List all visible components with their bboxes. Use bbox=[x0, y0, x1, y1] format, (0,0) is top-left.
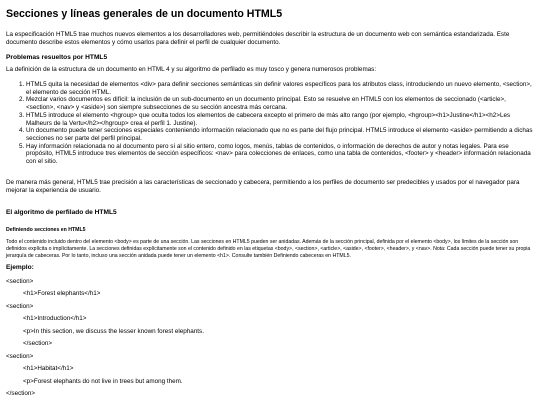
code-line: <section> bbox=[6, 352, 34, 360]
code-line: </section> bbox=[23, 340, 53, 348]
code-line: <h1>Forest elephants</h1> bbox=[23, 290, 101, 298]
problems-heading: Problemas resueltos por HTML5 bbox=[6, 54, 108, 61]
intro-paragraph: La especificación HTML5 trae muchos nuevos elementos a los desarrolladores web, permitiéndoles describir la estructura de un documento web con semántica estandarizada. Este documento describe estos elementos y cómo usarlos para definir el perfil de cualquier documento. bbox=[6, 31, 510, 46]
list-item: 5. Hay información relacionada no al documento pero sí al sitio entero, como logos, menús, tablas de contenidos, o información de derechos de autor y notas legales. Para ese propósito, HTML5 introduce tres elementos de sección específicos: <nav> para colecciones de enlaces, como una tabla de contenidos, <footer> y <header> información relacionada con el sitio. bbox=[26, 143, 534, 166]
code-line: <section> bbox=[6, 277, 34, 285]
problems-list bbox=[6, 81, 534, 166]
defining-sections-heading: Definiendo secciones en HTML5 bbox=[6, 226, 86, 233]
problems-intro-paragraph: La definición de la estructura de un documento en HTML 4 y su algoritmo de perfilado es muy tosco y genera numerosos problemas: bbox=[6, 66, 377, 73]
list-item: 4. Un documento puede tener secciones especiales conteniendo información relacionado que no es parte del flujo principal. HTML5 introduce el elemento <aside> permitiendo a dichas secciones no ser parte del perfil principal. bbox=[26, 127, 534, 142]
list-item: 2. Mezclar varios documentos es difícil: la inclusión de un sub-documento en un documento principal. Esto se resuelve en HTML5 con los elementos de seccionado (<article>, <section>, <nav> y <aside>) son siempre subsecciones de su sección ancestra más cercana. bbox=[26, 96, 534, 111]
code-line: <section> bbox=[6, 302, 34, 310]
example-heading: Ejemplo: bbox=[6, 263, 34, 271]
list-item: 1. HTML5 quita la necesidad de elementos <div> para definir secciones semánticas sin definir valores específicos para los atributos class, introduciendo un nuevo elemento, <section>, el elemento de sección HTML. bbox=[26, 81, 534, 96]
list-item: 3. HTML5 introduce el elemento <hgroup> que oculta todos los elementos de cabecera excepto el primero de más alto rango (por ejemplo, <hgroup><h1>Justine</h1><h2>Les Malheurs de la Vertu</h2></hgroup> crea el perfil 1. Justine). bbox=[26, 112, 534, 127]
page-title: Secciones y líneas generales de un documento HTML5 bbox=[6, 8, 283, 20]
summary-paragraph: De manera más general, HTML5 trae precisión a las características de seccionado y cabecera, permitiendo a los perfiles de documento ser predecibles y usados por el navegador para mejorar la experiencia de usuario. bbox=[6, 178, 520, 194]
code-line: <p>Forest elephants do not live in trees but among them. bbox=[23, 377, 183, 385]
code-example bbox=[6, 278, 534, 403]
defining-sections-paragraph: Todo el contenido incluido dentro del elemento <body> es parte de una sección. Las secciones en HTML5 pueden ser anidadas. Además de la sección principal, definida por el elemento <body>, los límites de la sección son definidos explícita o implícitamente. La secciones definidas explícitamente son el contenido definido en las etiquetas <body>, <section>, <article>, <aside>, <footer>, <header>, y <nav>. Nota: Cada sección puede tener su propia jerarquía de cabeceras. Por lo tanto, incluso una sección anidada puede tener un elemento <h1>. Consulte también Definiendo cabeceras en HTML5. bbox=[6, 238, 531, 259]
algorithm-heading: El algoritmo de perfilado de HTML5 bbox=[6, 208, 117, 216]
code-line: </section> bbox=[6, 390, 36, 398]
code-line: <h1>Habitat</h1> bbox=[23, 365, 74, 373]
code-line: <h1>Introduction</h1> bbox=[23, 315, 87, 323]
code-line: <p>In this section, we discuss the lesser known forest elephants. bbox=[23, 327, 204, 335]
